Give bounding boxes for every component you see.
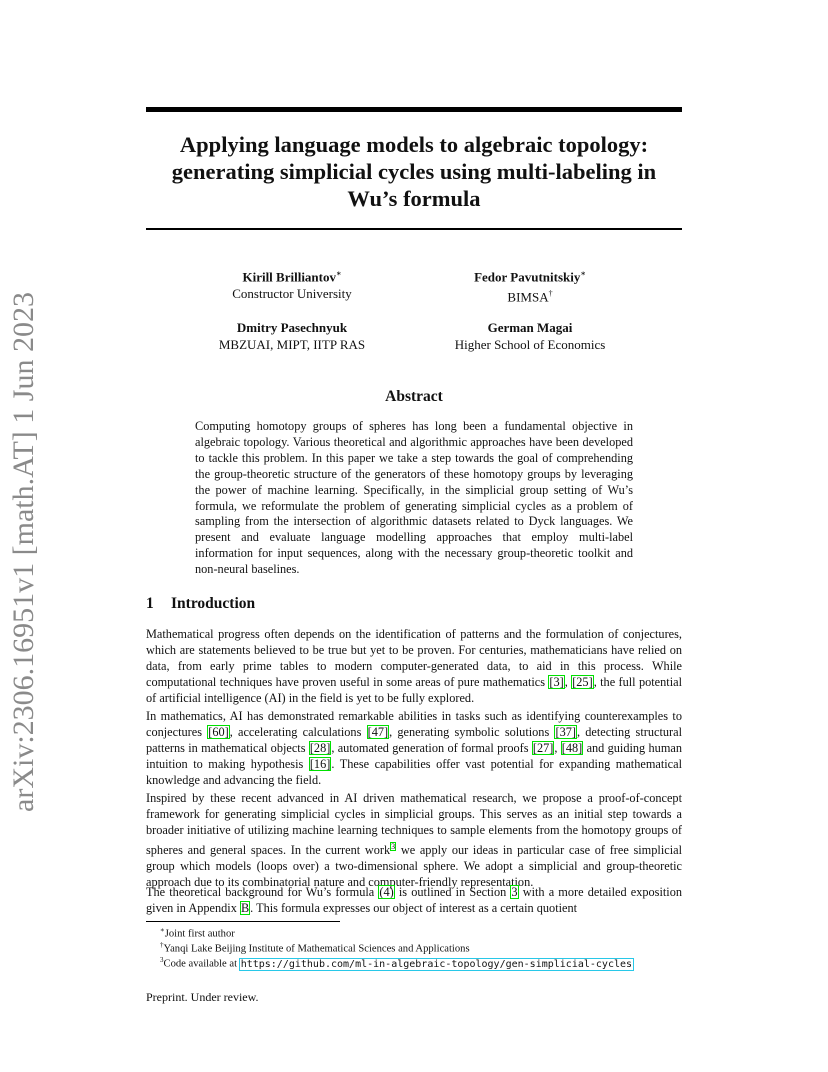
citation-link[interactable]: [37]: [555, 724, 576, 739]
author-name: German Magai: [487, 320, 573, 335]
appendix-link[interactable]: B: [240, 900, 250, 915]
paragraph-text: . These capabilities offer vast potential for expanding mathematical knowledge and advancing the field.: [146, 756, 683, 787]
paragraph-text: , the full potential of artificial intelligence (AI) in the field is yet to be fully explored.: [146, 674, 682, 705]
section-heading: [146, 595, 255, 613]
code-url-link[interactable]: https://github.com/ml-in-algebraic-topology/gen-simplicial-cycles: [240, 958, 633, 970]
paragraph-text: In mathematics, AI has demonstrated remarkable abilities in tasks such as identifying counterexamples to conjectures: [146, 709, 682, 739]
footnote-text: Yanqi Lake Beijing Institute of Mathematical Sciences and Applications: [163, 943, 470, 955]
footnote-mark: †: [160, 941, 164, 949]
paragraph-text: , generating symbolic solutions: [389, 724, 555, 739]
paragraph-text: . This formula expresses our object of interest as a certain quotient: [250, 900, 578, 915]
paragraph-text: we apply our ideas in particular case of free simplicial group which models (loops over) a two-dimensional sphere. We adopt a simplicial and group-theoretic approach due to its combinatorial nature and computer-friendly representation.: [146, 842, 682, 889]
footnote-link[interactable]: 3: [391, 841, 396, 851]
citation-link[interactable]: [27]: [532, 740, 554, 755]
equation-link[interactable]: (4): [379, 885, 394, 899]
author-name: Fedor Pavutnitskiy: [474, 269, 581, 285]
paragraph-text: Inspired by these recent advanced in AI driven mathematical research, we propose a proof-of-concept framework for generating simplicial cycles in simplicial groups. This serves as an initial step towards a broader initiative of utilizing machine learning techniques to sample elements from the homotopy groups of spheres and general spaces. In the current work: [146, 791, 682, 857]
title-top-rule: [146, 107, 682, 112]
author-block: [410, 319, 650, 353]
paragraph-text: , detecting structural patterns in mathematical objects: [146, 724, 682, 755]
title-line-1: Applying language models to algebraic topology:: [179, 132, 649, 157]
footnote-text: Code available at: [163, 958, 240, 970]
citation-link[interactable]: [16]: [309, 756, 331, 771]
citation-link[interactable]: [25]: [572, 674, 593, 689]
paragraph-text: ,: [554, 740, 561, 755]
abstract-text: Computing homotopy groups of spheres has long been a fundamental objective in algebraic topology. Various theoretical and algorithmic approaches have been developed to tackle this problem. In this paper we take a step towards the goal of comprehending the group-theoretic structure of the generators of these homotopy groups by leveraging the power of machine learning. Specifically, in the simplicial group setting of Wu’s formula, we reformulate the problem of generating simplicial cycles as a problem of sampling from the intersection of algorithmic datasets related to Dyck languages. We present and evaluate language modelling approaches that employ multi-label information for input sequences, along with the necessary group-theoretic toolkit and non-neural baselines.: [195, 419, 633, 577]
section-title: Introduction: [171, 595, 256, 612]
citation-link[interactable]: [47]: [367, 724, 389, 739]
affiliation-mark: †: [548, 289, 553, 299]
footnote: [160, 953, 633, 972]
author-block: [410, 265, 650, 306]
paragraph: [146, 627, 682, 707]
author-affiliation: MBZUAI, MIPT, IITP RAS: [218, 337, 366, 352]
author-affiliation: BIMSA: [507, 289, 549, 305]
paragraph-text: ,: [564, 674, 572, 689]
paragraph: [146, 885, 682, 917]
author-affiliation: Higher School of Economics: [454, 337, 606, 352]
citation-link[interactable]: [28]: [309, 740, 331, 755]
title-line-3: Wu’s formula: [347, 186, 481, 211]
section-link[interactable]: 3: [511, 885, 518, 899]
author-block: [172, 265, 412, 302]
author-mark: ∗: [580, 269, 586, 278]
citation-link[interactable]: [60]: [208, 724, 229, 739]
paragraph-text: Mathematical progress often depends on the identification of patterns and the formulation of conjectures, which are statements believed to be true but yet to be proven. For centuries, mathematicians have relied on data, from early prime tables to modern computer-generated data, to aid in this process. While computational techniques have proven useful in some areas of pure mathematics: [146, 627, 682, 689]
paragraph: [146, 791, 682, 891]
paragraph-text: and guiding human intuition to making hypothesis: [146, 740, 682, 771]
footnote-mark: 3: [160, 956, 164, 964]
footnote-mark: ∗: [160, 926, 165, 934]
author-mark: ∗: [336, 269, 342, 278]
author-block: [172, 319, 412, 353]
abstract-heading: Abstract: [385, 388, 443, 405]
author-affiliation: Constructor University: [232, 286, 352, 302]
footnote-rule: [146, 921, 340, 922]
paragraph-text: , accelerating calculations: [229, 724, 367, 739]
paragraph-text: The theoretical background for Wu’s formula: [146, 885, 379, 899]
paper-title: [146, 131, 682, 212]
arxiv-identifier: arXiv:2306.16951v1 [math.AT] 1 Jun 2023: [7, 292, 40, 812]
paragraph-text: is outlined in Section: [394, 885, 511, 899]
title-bottom-rule: [146, 228, 682, 230]
paragraph-text: with a more detailed exposition given in Appendix: [146, 885, 682, 915]
author-name: Kirill Brilliantov: [242, 269, 336, 285]
section-number: 1: [146, 595, 154, 612]
title-line-2: generating simplicial cycles using multi-labeling in: [171, 159, 657, 184]
author-name: Dmitry Pasechnyuk: [236, 320, 348, 335]
paragraph-text: , automated generation of formal proofs: [331, 740, 532, 755]
citation-link[interactable]: [48]: [561, 740, 583, 755]
preprint-note: Preprint. Under review.: [146, 990, 259, 1004]
citation-link[interactable]: [3]: [549, 674, 564, 689]
paragraph: [146, 709, 682, 789]
footnote-text: Joint first author: [164, 928, 235, 940]
